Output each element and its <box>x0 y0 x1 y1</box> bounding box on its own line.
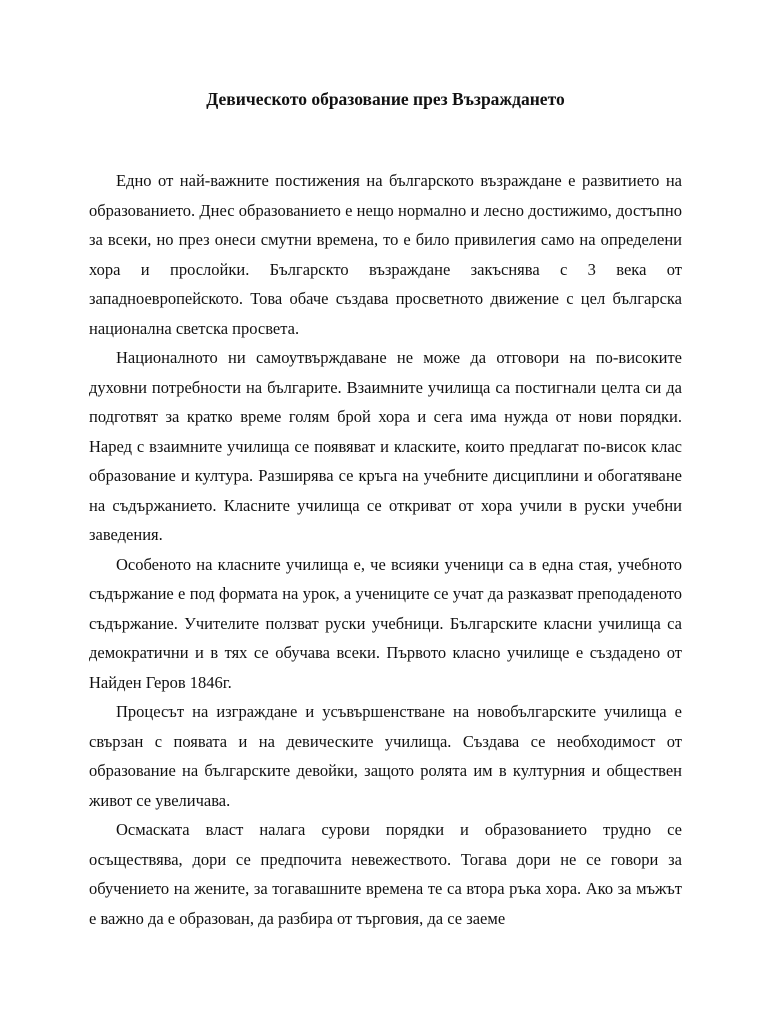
paragraph-2: Националното ни самоутвърждаване не може да отговори на по-високите духовни потребности на българите. Взаимните училища са постигнали целта си да подготвят за кратко време голям брой хора и сега има нужда от нови порядки. Наред с взаимните училища се появяват и класките, които предлагат по-висок клас образование и култура. Разширява се кръга на учебните дисциплини и обогатяване на съдържанието. Класните училища се откриват от хора учили в руски учебни заведения. <box>89 348 682 544</box>
document-title: Девическото образование през Възраждането <box>206 89 565 109</box>
paragraph-3: Особеното на класните училища е, че всияки ученици са в една стая, учебното съдържание е под формата на урок, а учениците се учат да разказват преподаденото съдържание. Учителите ползват руски учебници. Българските класни училища са демократични и в тях се обучава всеки. Първото класно училище е създадено от Найден Геров 1846г. <box>89 554 682 692</box>
paragraph-4: Процесът на изграждане и усъвършенстване на новобългарските училища е свързан с появата и на девическите училища. Създава се необходимост от образование на българските девойки, защото ролята им в културния и обществен живот се увеличава. <box>89 702 682 810</box>
paragraph-5: Осмаската власт налага сурови порядки и образованието трудно се осъществява, дори се предпочита невежеството. Тогава дори не се говори за обучението на жените, за тогавашните времена те са втора ръка хора. Ако за мъжът е важно да е образован, да разбира от търговия, да се заеме <box>89 820 682 928</box>
paragraph-1: Едно от най-важните постижения на българското възраждане е развитието на образованието. Днес образованието е нещо нормално и лесно достижимо, достъпно за всеки, но през онеси смутни времена, то е било привилегия само на определени хора и прослойки. Българскто възраждане закъснява с 3 века от западноевропейското. Това обаче създава просветното движение с цел българска национална светска просвета. <box>89 171 682 338</box>
